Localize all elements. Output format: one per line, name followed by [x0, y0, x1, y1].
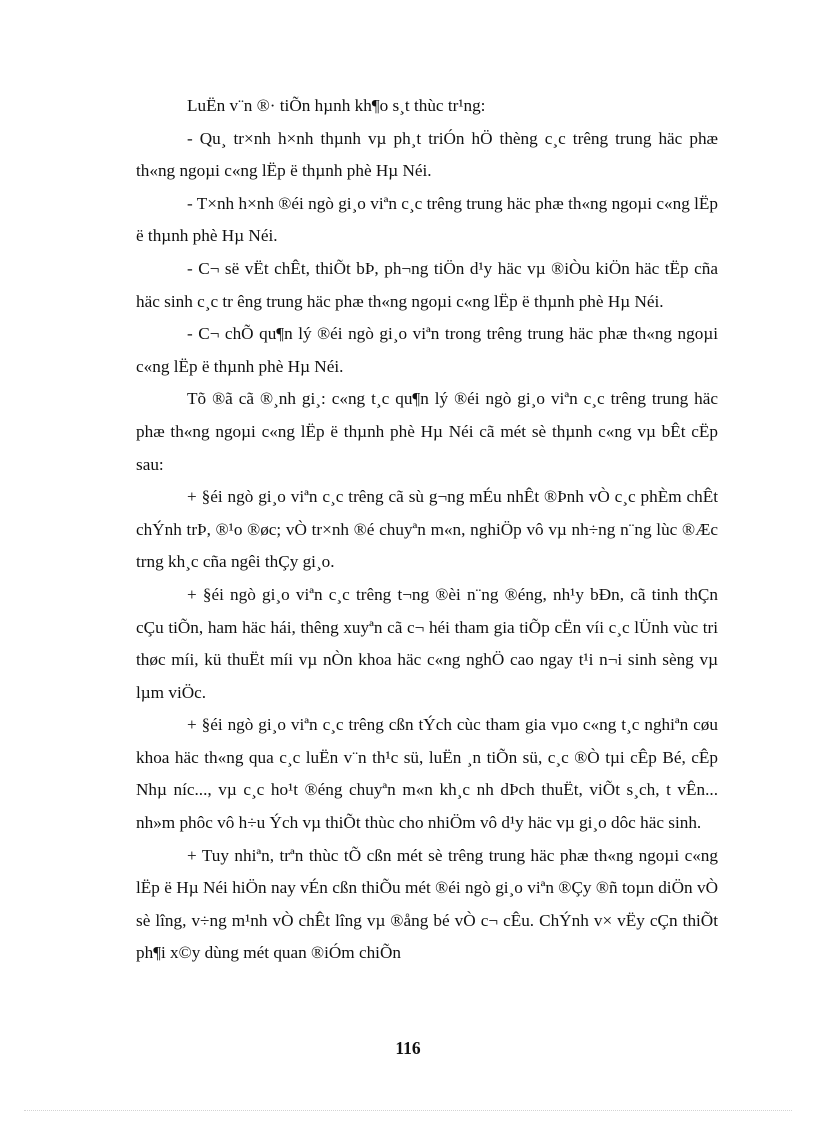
- paragraph-intro: LuËn v¨n ®· tiÕn hµnh kh¶o s¸t thùc tr¹ng:: [187, 96, 486, 115]
- paragraph-assessment: Tõ ®ã cã ®¸nh gi¸: c«ng t¸c qu¶n lý ®éi ngò gi¸o viªn c¸c trêng trung häc phæ th«ng ngoµi c«ng lËp ë thµnh phè Hµ Néi cã mét sè thµnh c«ng vµ bÊt cËp sau:: [136, 389, 718, 474]
- paragraph-point-3: + §éi ngò gi¸o viªn c¸c trêng cßn tÝch cùc tham gia vµo c«ng t¸c nghiªn cøu khoa häc th«ng qua c¸c luËn v¨n th¹c sü, luËn ¸n tiÕn sü, c¸c ®Ò tµi cÊp Bé, cÊp Nhµ níc..., vµ c¸c ho¹t ®éng chuyªn m«n kh¸c nh dÞch thuËt, viÕt s¸ch, t vÊn... nh»m phôc vô h÷u Ých vµ thiÕt thùc cho nhiÖm vô d¹y häc vµ gi¸o dôc häc sinh.: [136, 715, 718, 833]
- page-number: 116: [395, 1038, 421, 1058]
- paragraph-item-management: - C¬ chÕ qu¶n lý ®éi ngò gi¸o viªn trong trêng trung häc phæ th«ng ngoµi c«ng lËp ë thµnh phè Hµ Néi.: [136, 324, 718, 376]
- footer-divider: [24, 1110, 792, 1111]
- paragraph-item-history: - Qu¸ tr×nh h×nh thµnh vµ ph¸t triÓn hÖ thèng c¸c trêng trung häc phæ th«ng ngoµi c«ng lËp ë thµnh phè Hµ Néi.: [136, 128, 718, 181]
- paragraph-point-2: + §éi ngò gi¸o viªn c¸c trêng t¬ng ®èi n¨ng ®éng, nh¹y bÐn, cã tinh thÇn cÇu tiÕn, ham häc hái, thêng xuyªn cã c¬ héi tham gia tiÕp cËn víi c¸c lÜnh vùc tri thøc míi, kü thuËt míi vµ nÒn khoa häc c«ng nghÖ cao ngay t¹i n¬i sinh sèng vµ lµm viÖc.: [136, 584, 718, 702]
- document-body: [136, 90, 718, 970]
- paragraph-point-1: + §éi ngò gi¸o viªn c¸c trêng cã sù g¬ng mÉu nhÊt ®Þnh vÒ c¸c phÈm chÊt chÝnh trÞ, ®¹o ®øc; vÒ tr×nh ®é chuyªn m«n, nghiÖp vô vµ nh÷ng n¨ng lùc ®Æc trng kh¸c cña ngêi thÇy gi¸o.: [136, 487, 718, 572]
- paragraph-item-facilities: - C¬ së vËt chÊt, thiÕt bÞ, ph¬ng tiÖn d¹y häc vµ ®iÒu kiÖn häc tËp cña häc sinh c¸c tr êng trung häc phæ th«ng ngoµi c«ng lËp ë thµnh phè Hµ Néi.: [136, 258, 718, 311]
- paragraph-item-teachers: - T×nh h×nh ®éi ngò gi¸o viªn c¸c trêng trung häc phæ th«ng ngoµi c«ng lËp ë thµnh phè Hµ Néi.: [136, 193, 718, 246]
- paragraph-point-4: + Tuy nhiªn, trªn thùc tÕ cßn mét sè trêng trung häc phæ th«ng ngoµi c«ng lËp ë Hµ Néi hiÖn nay vÉn cßn thiÕu mét ®éi ngò gi¸o viªn ®Çy ®ñ toµn diÖn vÒ sè lîng, v÷ng m¹nh vÒ chÊt lîng vµ ®ång bé vÒ c¬ cÊu. ChÝnh v× vËy cÇn thiÕt ph¶i x©y dùng mét quan ®iÓm chiÕn: [136, 845, 718, 963]
